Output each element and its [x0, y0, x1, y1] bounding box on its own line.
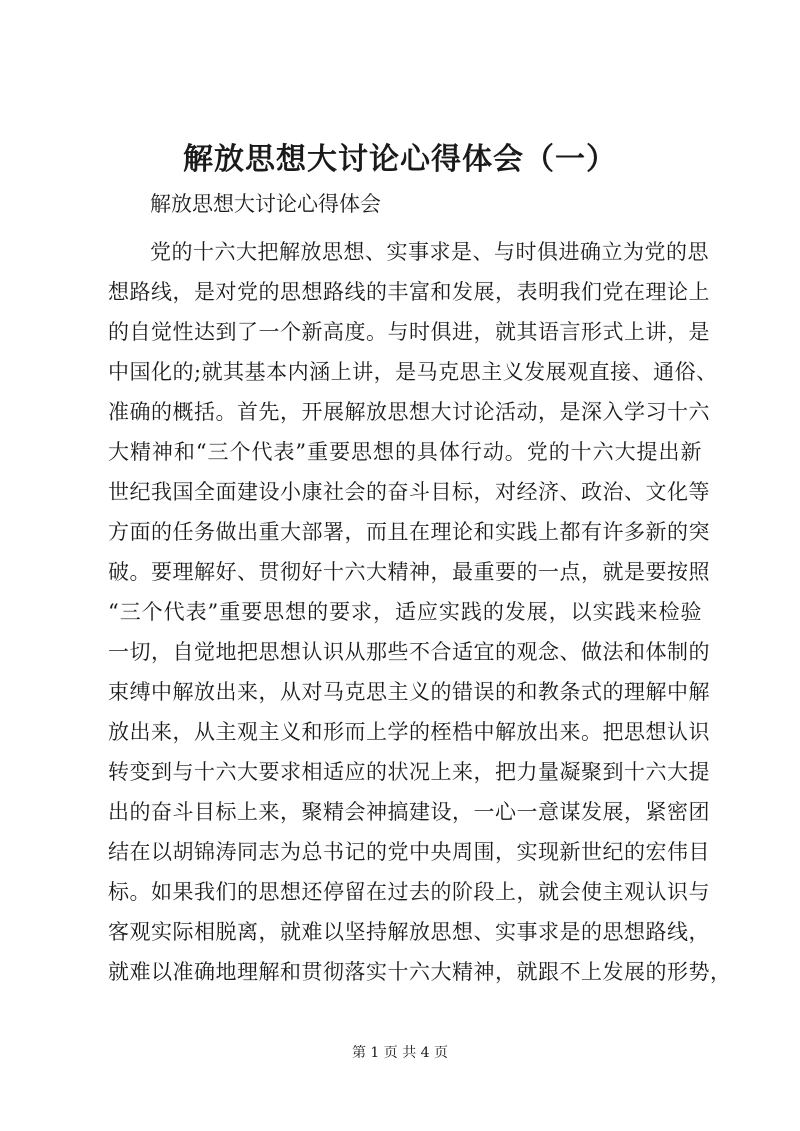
paragraph-line: 一切，自觉地把思想认识从那些不合适宜的观念、做法和体制的 — [108, 640, 710, 664]
paragraph-line: 束缚中解放出来，从对马克思主义的错误的和教条式的理解中解 — [108, 680, 710, 704]
page-footer: 第 1 页 共 4 页 — [351, 1045, 449, 1061]
paragraph-line: 客观实际相脱离，就难以坚持解放思想、实事求是的思想路线， — [108, 920, 710, 944]
document-title: 解放思想大讨论心得体会（一） — [183, 142, 617, 177]
paragraph-line: 标。如果我们的思想还停留在过去的阶段上，就会使主观认识与 — [108, 880, 710, 904]
paragraph-line: 破。要理解好、贯彻好十六大精神，最重要的一点，就是要按照 — [108, 560, 710, 584]
paragraph-line: 准确的概括。首先，开展解放思想大讨论活动，是深入学习十六 — [108, 400, 710, 424]
paragraph-line: 想路线，是对党的思想路线的丰富和发展，表明我们党在理论上 — [108, 280, 710, 304]
paragraph-line: 世纪我国全面建设小康社会的奋斗目标，对经济、政治、文化等 — [108, 480, 710, 504]
paragraph-line: 的自觉性达到了一个新高度。与时俱进，就其语言形式上讲，是 — [108, 320, 710, 344]
paragraph-line: 党的十六大把解放思想、实事求是、与时俱进确立为党的思 — [150, 240, 709, 264]
paragraph-line: “三个代表”重要思想的要求，适应实践的发展，以实践来检验 — [108, 600, 702, 624]
paragraph-line: 转变到与十六大要求相适应的状况上来，把力量凝聚到十六大提 — [108, 760, 710, 784]
body-paragraph — [108, 232, 732, 992]
paragraph-line: 结在以胡锦涛同志为总书记的党中央周围，实现新世纪的宏伟目 — [108, 840, 710, 864]
paragraph-line: 中国化的;就其基本内涵上讲，是马克思主义发展观直接、通俗、 — [108, 360, 718, 384]
paragraph-line: 出的奋斗目标上来，聚精会神搞建设，一心一意谋发展，紧密团 — [108, 800, 710, 824]
paragraph-line: 就难以准确地理解和贯彻落实十六大精神，就跟不上发展的形势， — [108, 960, 732, 984]
paragraph-line: 放出来，从主观主义和形而上学的桎梏中解放出来。把思想认识 — [108, 720, 710, 744]
paragraph-line: 方面的任务做出重大部署，而且在理论和实践上都有许多新的突 — [108, 520, 710, 544]
paragraph-line: 大精神和“三个代表”重要思想的具体行动。党的十六大提出新 — [108, 440, 702, 464]
document-subtitle: 解放思想大讨论心得体会 — [150, 192, 381, 216]
